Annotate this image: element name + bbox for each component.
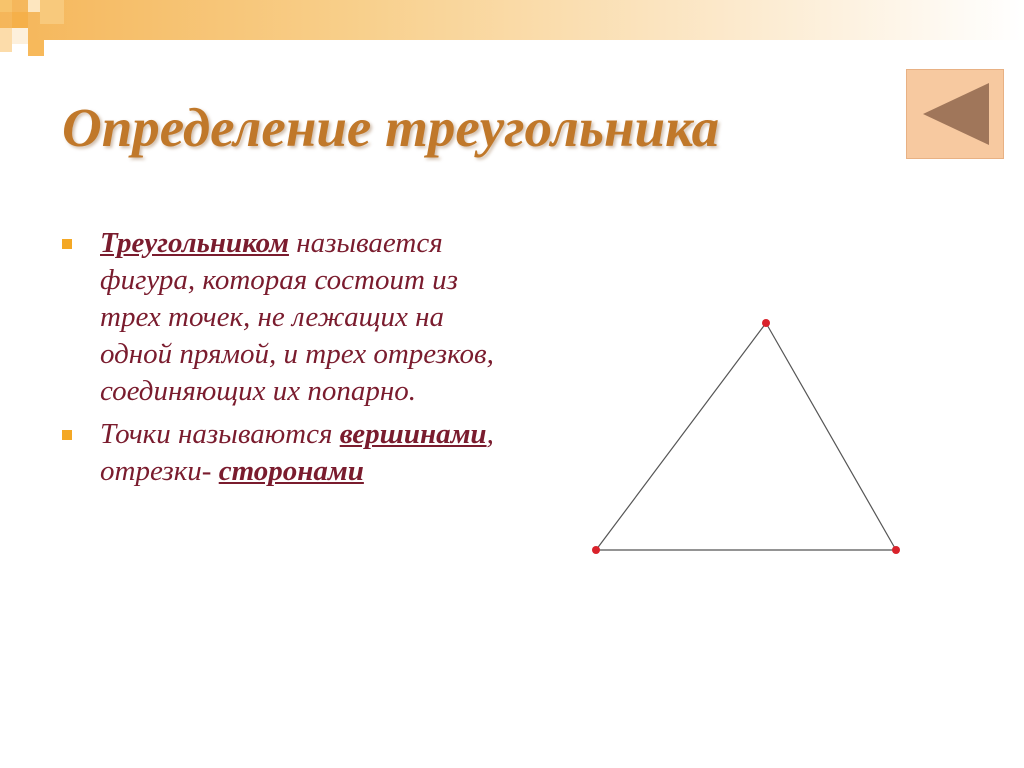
- term-vertices: вершинами: [339, 418, 487, 450]
- bullet-marker: [62, 239, 72, 249]
- decor-square: [0, 28, 12, 52]
- term-sides: сторонами: [218, 455, 364, 487]
- bullet-item: [62, 416, 502, 490]
- slide-content: [62, 225, 502, 496]
- decor-square: [12, 12, 28, 28]
- triangle-left-icon: [907, 70, 1003, 158]
- triangle-figure: [580, 310, 910, 560]
- bullet-text: , отрезки-: [100, 418, 494, 487]
- decor-square: [0, 0, 12, 12]
- term-triangle: Треугольником: [100, 227, 289, 259]
- top-decorative-band: [0, 0, 1024, 40]
- bullet-item: [62, 225, 502, 410]
- triangle-side: [596, 323, 766, 550]
- triangle-vertex: [892, 546, 900, 554]
- triangle-vertex: [592, 546, 600, 554]
- slide-title: Определение треугольника: [62, 97, 720, 158]
- decor-square: [28, 0, 40, 12]
- decor-square: [12, 28, 28, 44]
- decor-square: [40, 0, 64, 24]
- triangle-vertex: [762, 319, 770, 327]
- definition-text: называется фигура, которая состоит из трех точек, не лежащих на одной прямой, и трех отрезков, соединяющих их попарно.: [100, 227, 494, 407]
- triangle-side: [766, 323, 896, 550]
- bullet-marker: [62, 430, 72, 440]
- bullet-text: Точки называются: [100, 418, 333, 450]
- decor-square: [28, 40, 44, 56]
- back-button[interactable]: [906, 69, 1004, 159]
